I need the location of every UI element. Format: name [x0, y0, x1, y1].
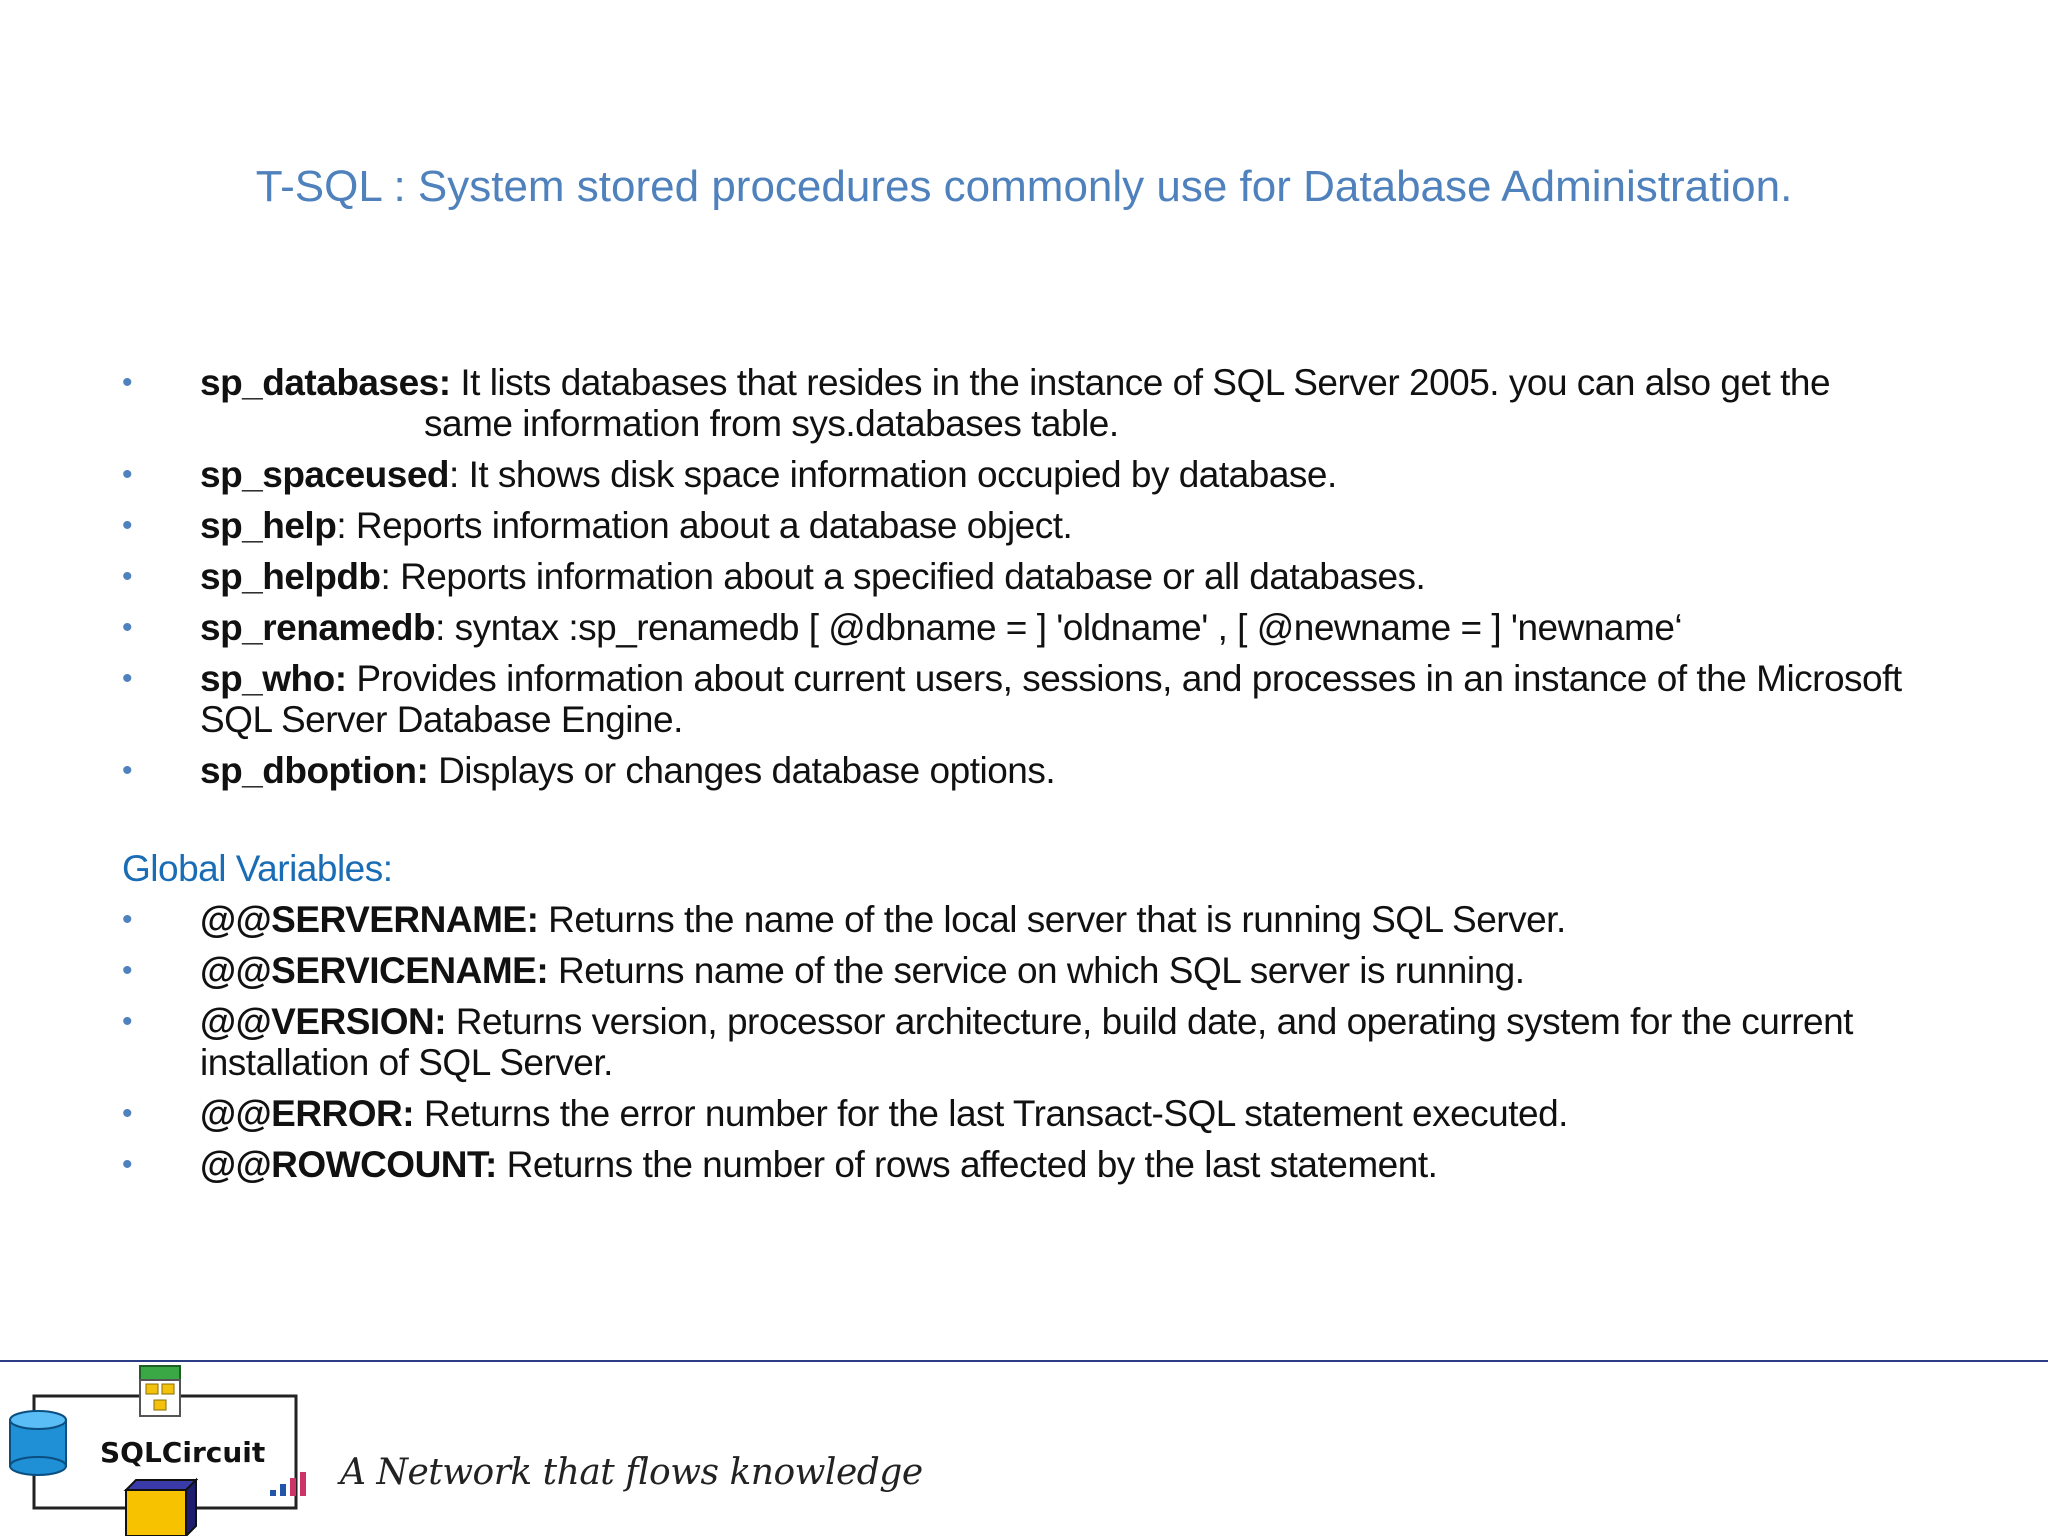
cube-icon: [126, 1480, 196, 1536]
item-term: @@SERVERNAME:: [200, 899, 539, 940]
bullet-icon: •: [122, 662, 133, 695]
list-item: [122, 1001, 1972, 1083]
item-desc: Returns the name of the local server that is running SQL Server.: [538, 899, 1566, 940]
chip-icon: [140, 1366, 180, 1416]
item-term: sp_spaceused: [200, 454, 450, 495]
globals-list: [122, 899, 1972, 1185]
bullet-icon: •: [122, 954, 133, 987]
item-continuation: same information from sys.databases table.: [424, 403, 1119, 444]
item-term: sp_help: [200, 505, 337, 546]
footer-tagline: A Network that flows knowledge: [340, 1452, 923, 1493]
bullet-icon: •: [122, 1005, 133, 1038]
logo-label: SQLCircuit: [100, 1436, 266, 1469]
global-variables-heading: Global Variables:: [122, 848, 393, 889]
list-item: [122, 362, 1972, 444]
item-term: @@VERSION:: [200, 1001, 447, 1042]
list-item: [122, 1093, 1972, 1134]
item-term: sp_who:: [200, 658, 347, 699]
list-item: [122, 899, 1972, 940]
item-desc: Returns name of the service on which SQL server is running.: [548, 950, 1525, 991]
item-desc: : syntax :sp_renamedb [ @dbname = ] 'oldname' , [ @newname = ] 'newname‘: [435, 607, 1683, 648]
item-term: sp_renamedb: [200, 607, 436, 648]
bullet-icon: •: [122, 1097, 133, 1130]
list-item: [122, 950, 1972, 991]
list-item: [122, 750, 1972, 791]
bullet-icon: •: [122, 903, 133, 936]
bullet-icon: •: [122, 1148, 133, 1181]
procedures-list: [122, 362, 1972, 791]
item-desc: Returns the number of rows affected by the last statement.: [496, 1144, 1438, 1185]
item-term: @@ERROR:: [200, 1093, 415, 1134]
item-desc: : Reports information about a specified database or all databases.: [380, 556, 1426, 597]
list-item: [122, 556, 1972, 597]
item-term: sp_helpdb: [200, 556, 381, 597]
item-term: @@ROWCOUNT:: [200, 1144, 497, 1185]
list-item: [122, 607, 1972, 648]
item-desc: Returns version, processor architecture, build date, and operating system for the current installation of SQL Server.: [200, 1001, 1853, 1083]
bullet-icon: •: [122, 509, 133, 542]
item-term: sp_databases:: [200, 362, 451, 403]
sqlcircuit-logo: [0, 1362, 340, 1536]
item-desc: : It shows disk space information occupied by database.: [449, 454, 1337, 495]
database-icon: [10, 1411, 66, 1475]
slide-content: [122, 362, 1972, 1195]
item-desc: Provides information about current users, sessions, and processes in an instance of the Microsoft SQL Server Database Engine.: [200, 658, 1902, 740]
item-desc: : Reports information about a database object.: [336, 505, 1073, 546]
bullet-icon: •: [122, 458, 133, 491]
bullet-icon: •: [122, 366, 133, 399]
item-desc: It lists databases that resides in the instance of SQL Server 2005. you can also get the: [450, 362, 1831, 403]
list-item: [122, 454, 1972, 495]
item-desc: Returns the error number for the last Transact-SQL statement executed.: [414, 1093, 1568, 1134]
list-item: [122, 505, 1972, 546]
bullet-icon: •: [122, 754, 133, 787]
bullet-icon: •: [122, 611, 133, 644]
item-term: sp_dboption:: [200, 750, 429, 791]
item-desc: Displays or changes database options.: [428, 750, 1056, 791]
logo-graphic: [0, 1362, 340, 1536]
list-item: [122, 1144, 1972, 1185]
slide-title: T-SQL : System stored procedures commonly use for Database Administration.: [255, 162, 1793, 211]
list-item: [122, 658, 1972, 740]
item-term: @@SERVICENAME:: [200, 950, 549, 991]
signal-bars-icon: [270, 1472, 306, 1496]
bullet-icon: •: [122, 560, 133, 593]
